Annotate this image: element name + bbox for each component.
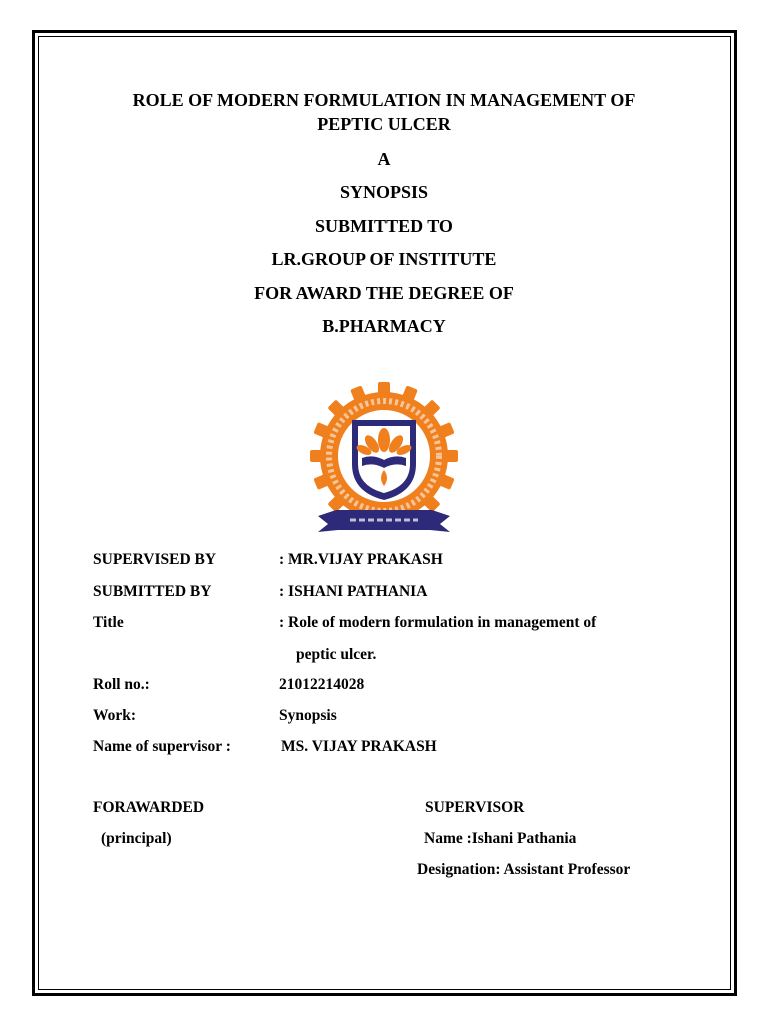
title-value-line-1: : Role of modern formulation in management of — [279, 614, 597, 631]
award-line: FOR AWARD THE DEGREE OF — [254, 283, 514, 303]
supervised-by-label: SUPERVISED BY — [93, 551, 217, 568]
roll-value: 21012214028 — [279, 676, 365, 693]
title-line-1: ROLE OF MODERN FORMULATION IN MANAGEMENT OF — [132, 90, 636, 110]
work-value: Synopsis — [279, 707, 337, 724]
motto-ribbon — [318, 510, 450, 532]
supervised-by-value: : MR.VIJAY PRAKASH — [279, 551, 443, 568]
forwarded-label: FORAWARDED — [93, 799, 205, 816]
supervisor-name-label: Name of supervisor : — [93, 738, 231, 755]
submitted-to-line: SUBMITTED TO — [315, 216, 453, 236]
submitted-by-value: : ISHANI PATHANIA — [279, 583, 428, 600]
a-line: A — [377, 149, 391, 169]
synopsis-line: SYNOPSIS — [339, 182, 429, 202]
work-label: Work: — [93, 707, 137, 724]
supervisor-heading: SUPERVISOR — [425, 799, 525, 816]
supervisor-name: Name :Ishani Pathania — [424, 830, 577, 847]
principal-label: (principal) — [101, 830, 172, 847]
university-logo — [300, 382, 468, 540]
title-value-line-2: peptic ulcer. — [296, 646, 377, 663]
submitted-by-label: SUBMITTED BY — [93, 583, 212, 600]
title-line-2: PEPTIC ULCER — [317, 114, 451, 134]
supervisor-designation: Designation: Assistant Professor — [417, 861, 631, 878]
institute-line: LR.GROUP OF INSTITUTE — [271, 249, 497, 269]
title-label: Title — [93, 614, 124, 631]
degree-line: B.PHARMACY — [322, 316, 446, 336]
supervisor-name-value: MS. VIJAY PRAKASH — [281, 738, 437, 755]
roll-label: Roll no.: — [93, 676, 150, 693]
